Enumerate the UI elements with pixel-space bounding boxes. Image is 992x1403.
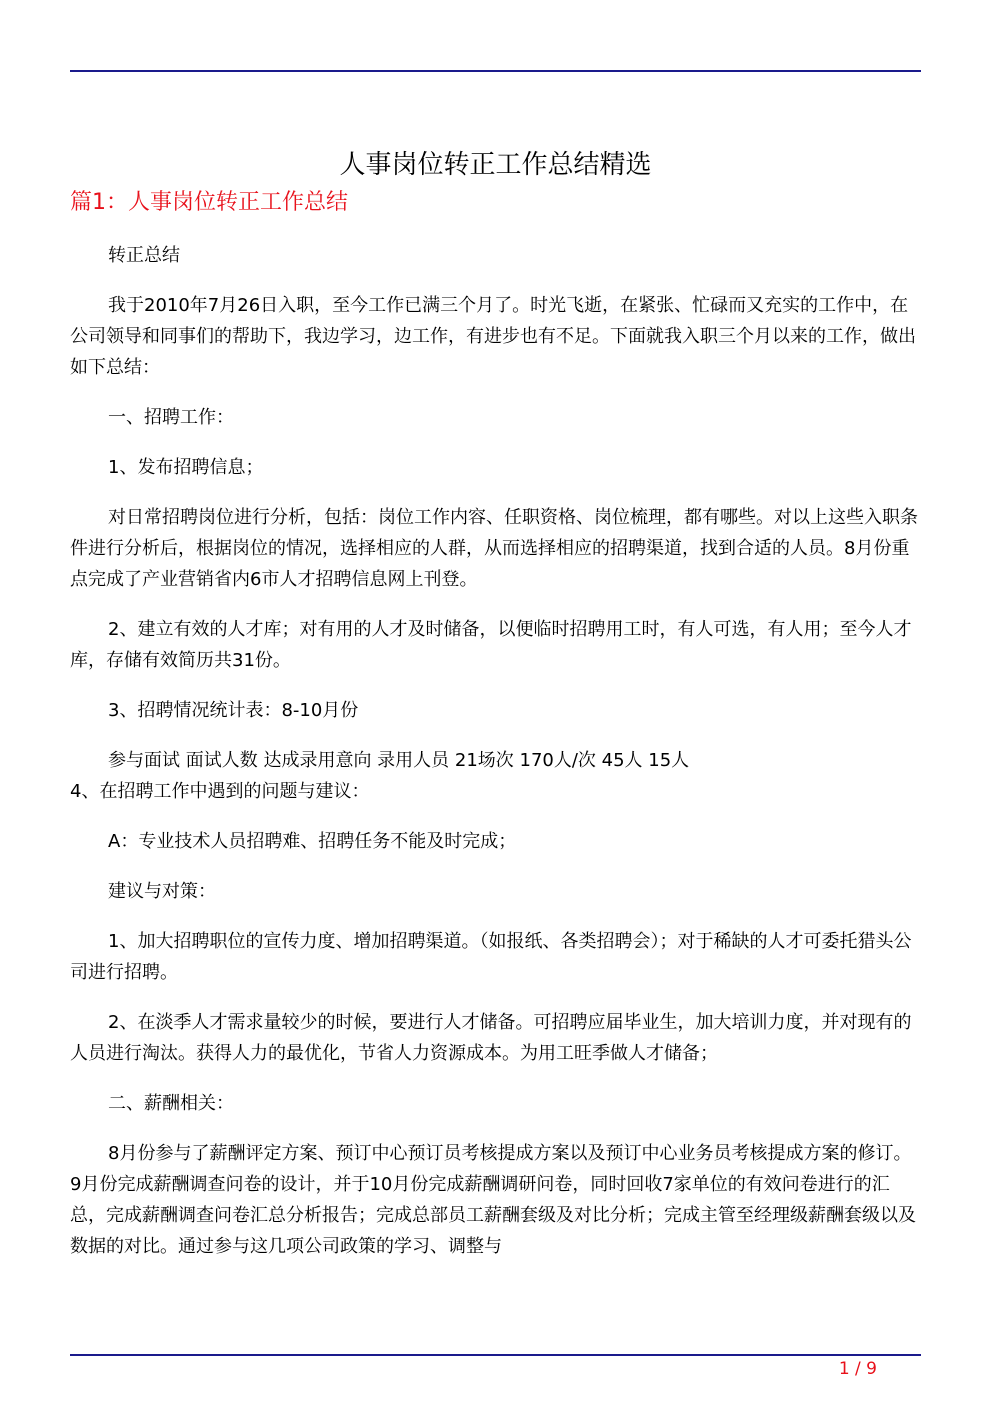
paragraph: A：专业技术人员招聘难、招聘任务不能及时完成；	[108, 831, 517, 852]
paragraph: 一、招聘工作：	[108, 407, 234, 428]
paragraph: 转正总结	[108, 245, 180, 266]
document-title: 人事岗位转正工作总结精选	[339, 150, 652, 181]
paragraph: 2、建立有效的人才库；对有用的人才及时储备，以便临时招聘用工时，有人可选，有人用；至今人才库，存储有效简历共31份。	[70, 619, 912, 671]
paragraph: 1、发布招聘信息；	[108, 457, 264, 478]
document-body	[70, 240, 921, 1281]
header-rule	[70, 70, 921, 72]
paragraph: 1、加大招聘职位的宣传力度、增加招聘渠道。（如报纸、各类招聘会）；对于稀缺的人才可委托猎头公司进行招聘。	[70, 931, 912, 983]
paragraph: 3、招聘情况统计表：8-10月份	[108, 700, 359, 721]
paragraph: 建议与对策：	[108, 881, 216, 902]
paragraph: 8月份参与了薪酬评定方案、预订中心预订员考核提成方案以及预订中心业务员考核提成方案的修订。9月份完成薪酬调查问卷的设计，并于10月份完成薪酬调研问卷，同时回收7家单位的有效问卷进行的汇总，完成薪酬调查问卷汇总分析报告；完成总部员工薪酬套级及对比分析；完成主管至经理级薪酬套级以及数据的对比。通过参与这几项公司政策的学习、调整与	[70, 1143, 916, 1257]
paragraph: 对日常招聘岗位进行分析，包括：岗位工作内容、任职资格、岗位梳理，都有哪些。对以上这些入职条件进行分析后，根据岗位的情况，选择相应的人群，从而选择相应的招聘渠道，找到合适的人员。8月份重点完成了产业营销省内6市人才招聘信息网上刊登。	[70, 507, 918, 590]
paragraph: 二、薪酬相关：	[108, 1093, 234, 1114]
page-indicator: 1 / 9	[838, 1359, 877, 1379]
paragraph: 2、在淡季人才需求量较少的时候，要进行人才储备。可招聘应届毕业生，加大培训力度，并对现有的人员进行淘汰。获得人力的最优化，节省人力资源成本。为用工旺季做人才储备；	[70, 1012, 912, 1064]
recruitment-stats-row: 参与面试 面试人数 达成录用意向 录用人员 21场次 170人/次 45人 15人	[108, 750, 690, 771]
section-heading: 篇1：人事岗位转正工作总结	[70, 190, 348, 215]
paragraph: 我于2010年7月26日入职，至今工作已满三个月了。时光飞逝，在紧张、忙碌而又充实的工作中，在公司领导和同事们的帮助下，我边学习，边工作，有进步也有不足。下面就我入职三个月以来的工作，做出如下总结：	[70, 295, 916, 378]
paragraph: 4、在招聘工作中遇到的问题与建议：	[70, 781, 370, 802]
